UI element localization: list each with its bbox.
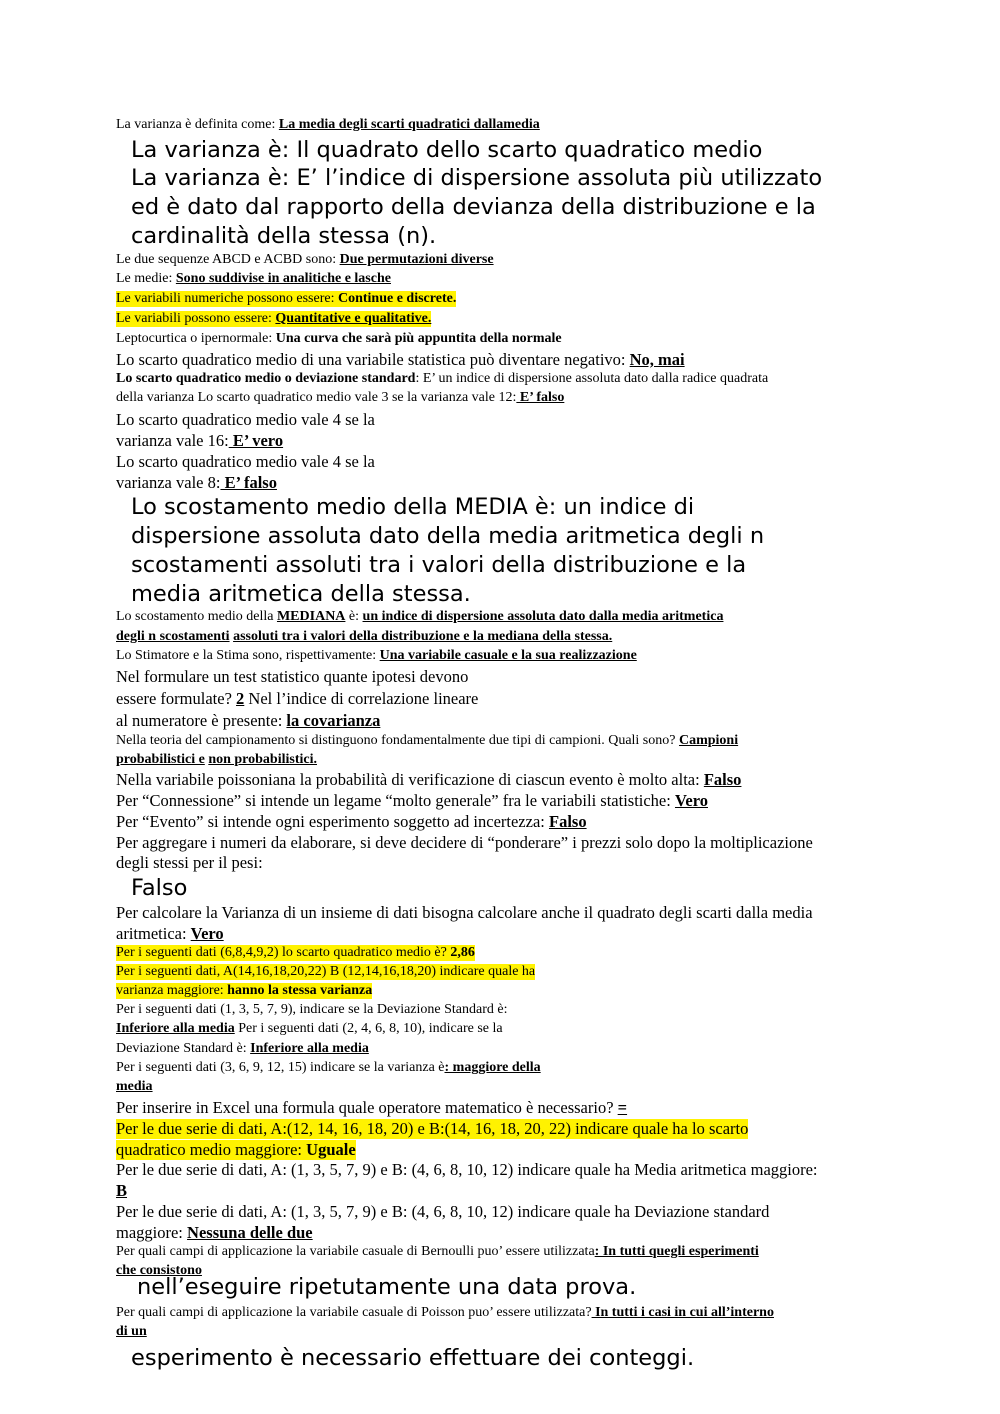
line-test-ipotesi: Nel formulare un test statistico quante ipotesi devono	[116, 667, 469, 686]
line-scarto-4-b: Lo scarto quadratico medio vale 4 se la	[116, 452, 375, 471]
line-varianza-cardinalita: cardinalità della stessa (n).	[131, 223, 437, 249]
line-poisson-1: Per quali campi di applicazione la variabile casuale di Poisson puo’ essere utilizzata? In tutti i casi in cui all’interno	[116, 1305, 774, 1320]
line-deviazione-2: Inferiore alla media Per i seguenti dati (2, 4, 6, 8, 10), indicare se la	[116, 1021, 503, 1036]
line-campionamento-2: probabilistici e non probabilistici.	[116, 752, 317, 767]
line-dati-scarto: Per i seguenti dati (6,8,4,9,2) lo scarto quadratico medio è? 2,86	[116, 945, 475, 960]
line-scostamento-media-2: dispersione assoluta dato della media aritmetica degli n	[131, 523, 765, 549]
line-leptocurtica: Leptocurtica o ipernormale: Una curva che sarà più appuntita della normale	[116, 331, 562, 346]
line-connessione: Per “Connessione” si intende un legame “molto generale” fra le variabili statistiche: Vero	[116, 791, 708, 810]
line-falso-risposta: Falso	[131, 875, 188, 901]
line-medie: Le medie: Sono suddivise in analitiche e lasche	[116, 271, 391, 286]
line-ipotesi-risposta: essere formulate? 2 Nel l’indice di correlazione lineare	[116, 689, 479, 708]
line-deviazione-3: Deviazione Standard è: Inferiore alla media	[116, 1041, 369, 1056]
line-varianza-8: varianza vale 8: E’ falso	[116, 473, 277, 492]
line-covarianza: al numeratore è presente: la covarianza	[116, 711, 381, 730]
line-varianza-dati-1: Per i seguenti dati (3, 6, 9, 12, 15) indicare se la varianza è: maggiore della	[116, 1060, 541, 1075]
line-poisson-3: esperimento è necessario effettuare dei conteggi.	[131, 1345, 695, 1371]
line-poisson-2: di un	[116, 1324, 147, 1339]
line-serie-deviazione-2: maggiore: Nessuna delle due	[116, 1223, 313, 1242]
line-sequenze: Le due sequenze ABCD e ACBD sono: Due permutazioni diverse	[116, 252, 494, 267]
line-evento: Per “Evento” si intende ogni esperimento soggetto ad incertezza: Falso	[116, 812, 587, 831]
line-deviazione-1: Per i seguenti dati (1, 3, 5, 7, 9), indicare se la Deviazione Standard è:	[116, 1002, 508, 1017]
line-serie-scarto-1: Per le due serie di dati, A:(12, 14, 16, 18, 20) e B:(14, 16, 18, 20, 22) indicare quale ha lo scarto	[116, 1119, 749, 1138]
line-varianza-dati-2: media	[116, 1079, 153, 1094]
line-serie-media-2: B	[116, 1181, 128, 1200]
line-scarto-4-a: Lo scarto quadratico medio vale 4 se la	[116, 410, 375, 429]
line-scarto-negativo: Lo scarto quadratico medio di una variabile statistica può diventare negativo: No, mai	[116, 350, 685, 369]
line-bernoulli-1: Per quali campi di applicazione la variabile casuale di Bernoulli puo’ essere utilizzata: In tutti quegli esperimenti	[116, 1244, 759, 1259]
line-serie-scarto-2: quadratico medio maggiore: Uguale	[116, 1140, 356, 1159]
line-deviazione-standard: Lo scarto quadratico medio o deviazione standard: E’ un indice di dispersione assoluta dato dalla radice quadrata	[116, 371, 769, 386]
line-scarto-3: della varianza Lo scarto quadratico medio vale 3 se la varianza vale 12: E’ falso	[116, 390, 565, 405]
line-serie-deviazione-1: Per le due serie di dati, A: (1, 3, 5, 7, 9) e B: (4, 6, 8, 10, 12) indicare quale ha Deviazione standard	[116, 1202, 770, 1221]
line-calcolo-varianza-1: Per calcolare la Varianza di un insieme di dati bisogna calcolare anche il quadrato degli scarti dalla media	[116, 903, 813, 922]
line-variabili-numeriche: Le variabili numeriche possono essere: Continue e discrete.	[116, 291, 457, 306]
line-ponderare-1: Per aggregare i numeri da elaborare, si deve decidere di “ponderare” i prezzi solo dopo la moltiplicazione	[116, 833, 813, 852]
line-bernoulli-3: nell’eseguire ripetutamente una data prova.	[137, 1274, 637, 1300]
line-campionamento-1: Nella teoria del campionamento si distinguono fondamentalmente due tipi di campioni. Quali sono? Campioni	[116, 733, 739, 748]
line-scostamento-media-4: media aritmetica della stessa.	[131, 581, 471, 607]
line-varianza-definizione: La varianza è definita come: La media degli scarti quadratici dallamedia	[116, 117, 540, 132]
line-scostamento-mediana-2: degli n scostamenti assoluti tra i valori della distribuzione e la mediana della stessa.	[116, 629, 613, 644]
line-scostamento-mediana-1: Lo scostamento medio della MEDIANA è: un indice di dispersione assoluta dato dalla media aritmetica	[116, 609, 724, 624]
line-scostamento-media-3: scostamenti assoluti tra i valori della distribuzione e la	[131, 552, 747, 578]
line-variabili: Le variabili possono essere: Quantitative e qualitative.	[116, 311, 432, 326]
line-poissoniana: Nella variabile poissoniana la probabilità di verificazione di ciascun evento è molto alta: Falso	[116, 770, 742, 789]
line-varianza-quadrato: La varianza è: Il quadrato dello scarto quadratico medio	[131, 137, 763, 163]
line-bernoulli-2: che consistono	[116, 1263, 202, 1278]
line-varianza-16: varianza vale 16: E’ vero	[116, 431, 284, 450]
line-excel: Per inserire in Excel una formula quale operatore matematico è necessario? =	[116, 1098, 628, 1117]
line-dati-varianza-2: varianza maggiore: hanno la stessa varianza	[116, 983, 373, 998]
line-calcolo-varianza-2: aritmetica: Vero	[116, 924, 224, 943]
line-serie-media-1: Per le due serie di dati, A: (1, 3, 5, 7, 9) e B: (4, 6, 8, 10, 12) indicare quale ha Media aritmetica maggiore:	[116, 1160, 818, 1179]
line-varianza-rapporto: ed è dato dal rapporto della devianza della distribuzione e la	[131, 194, 816, 220]
line-ponderare-2: degli stessi per il pesi:	[116, 853, 263, 872]
line-dati-varianza-1: Per i seguenti dati, A(14,16,18,20,22) B (12,14,16,18,20) indicare quale ha	[116, 964, 536, 979]
line-varianza-indice: La varianza è: E’ l’indice di dispersione assoluta più utilizzato	[131, 165, 823, 191]
line-stimatore: Lo Stimatore e la Stima sono, rispettivamente: Una variabile casuale e la sua realizzazione	[116, 648, 637, 663]
line-scostamento-media-1: Lo scostamento medio della MEDIA è: un indice di	[131, 494, 695, 520]
